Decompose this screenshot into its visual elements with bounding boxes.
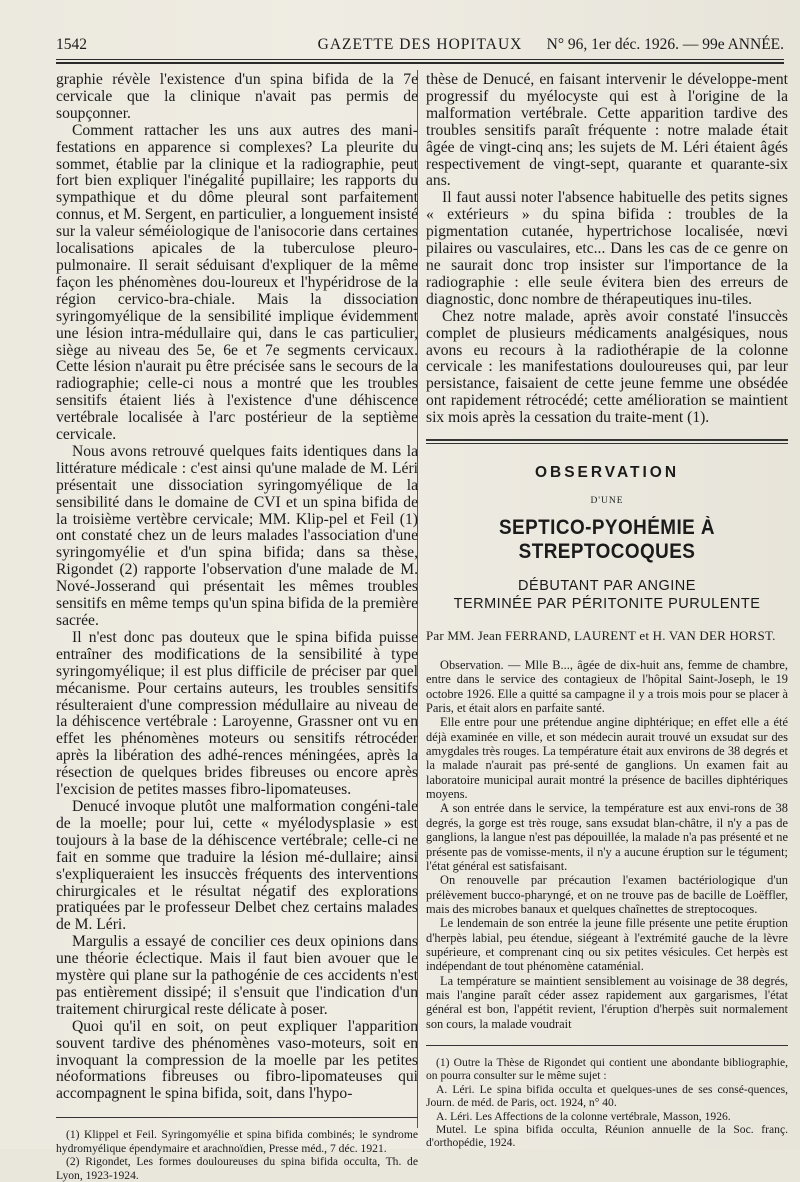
paragraph: Denucé invoque plutôt une malformation congéni-tale de la moelle; pour lui, cette « myélodysplasie » est toujours à la base de la déhiscence vertébrale; celle-ci ne fait en somme que traduire la lésion mé-dullaire; ainsi s'expliqueraient les insuccès fréquents des interventions chirurgicales et le résultat négatif des explorations pratiquées par le professeur Delbet chez certains malades de M. Léri. bbox=[56, 797, 418, 934]
paragraph: Quoi qu'il en soit, on peut expliquer l'apparition souvent tardive des phénomènes vaso-moteurs, soit en invoquant la compression de la moelle par les petites néoformations fibreuses ou fibro-lipomateuses qui accompagnent le spina bifida, soit, dans l'hypo- bbox=[56, 1017, 418, 1103]
paragraph: graphie révèle l'existence d'un spina bifida de la 7e cervicale que la clinique n'avait pas permis de soupçonner. bbox=[56, 71, 418, 122]
paragraph: A son entrée dans le service, la température est aux envi-rons de 38 degrés, la gorge est très rouge, sans exsudat blan-châtre, il n'y a pas de ganglions, la langue n'est pas dépouillée, la malade n'a pas présenté et ne présente pas de vomisse-ments, il n'y a aucune éruption sur le tégument; l'état général est satisfaisant. bbox=[426, 801, 788, 873]
paragraph: Observation. — Mlle B..., âgée de dix-huit ans, femme de chambre, entre dans le service des contagieux de l'hôpital Saint-Joseph, le 19 octobre 1926. Elle a quitté sa campagne il y a trois mois pour se placer à Paris, et était alors en parfaite santé. bbox=[426, 658, 788, 716]
header-rule-top bbox=[56, 59, 784, 60]
section-rule bbox=[426, 439, 788, 441]
observation-heading: OBSERVATION bbox=[534, 464, 680, 482]
header-rule-bottom bbox=[56, 62, 784, 64]
issue-info: N° 96, 1er déc. 1926. — 99e ANNÉE. bbox=[546, 36, 784, 53]
paragraph: Chez notre malade, après avoir constaté l'insuccès complet de plusieurs médicaments analgésiques, nous avons eu recours à la radiothérapie de la colonne cervicale : les manifestations douloureuses qui, par leur persistance, faisaient de cette jeune femme une obsédée ont rapidement rétrocédé; cette amélioration se maintient six mois après la cessation du traite-ment (1). bbox=[426, 307, 788, 427]
journal-title: GAZETTE DES HOPITAUX bbox=[317, 36, 523, 53]
paragraph: Margulis a essayé de concilier ces deux opinions dans une théorie éclectique. Mais il faut bien avouer que le mystère qui plane sur la pathogénie de ces accidents n'est pas entièrement dissipé; il s'ensuit que l'indication d'un traitement chirurgical reste délicate à poser. bbox=[56, 933, 418, 1018]
footnote: A. Léri. Le spina bifida occulta et quelques-unes de ses consé-quences, Journ. de méd. de Paris, oct. 1924, n° 40. bbox=[426, 1082, 788, 1110]
observation-dune: D'UNE bbox=[590, 496, 624, 507]
paragraph: Comment rattacher les uns aux autres des mani-festations en apparence si complexes? La pleurite du sommet, établie par la clinique et la radiographie, peut fort bien expliquer l'inégalité pupillaire; les rapports du sympathique et du dôme pleural sont parfaitement connus, et M. Sergent, en particulier, a longuement insisté sur la valeur séméiologique de l'anisocorie dans certaines localisations apicales de la tuberculose pleuro-pulmonaire. Il serait séduisant d'expliquer de la même façon les phénomènes dou-loureux et l'hypéridrose de la région cervico-bra-chiale. Mais la dissociation syringomyélique de la sensibilité implique évidemment une lésion intra-médullaire qui, dans le cas particulier, siège au niveau des 5e, 6e et 7e segments cervicaux. Cette lésion n'aurait pu être précisée sans le secours de la radiographie; celle-ci nous a montré que les troubles sensitifs étaient liés à l'existence d'une déhiscence vertébrale localisée à l'arc postérieur de la septième cervicale. bbox=[56, 121, 418, 444]
paragraph: Nous avons retrouvé quelques faits identiques dans la littérature médicale : c'est ainsi qu'une malade de M. Léri présentait une dissociation syringomyélique de la sensibilité dans le domaine de CVI et un spina bifida de la troisième vertèbre cervicale; MM. Klip-pel et Feil (1) ont constaté chez un de leurs malades l'association d'une syringomyélie et d'un spina bifida; dans sa thèse, Rigondet (2) rapporte l'observation d'une malade de M. Nové-Josserand qui présentait les mêmes troubles sensitifs en même temps qu'un spina bifida de la première sacrée. bbox=[56, 442, 418, 629]
paragraph: Il faut aussi noter l'absence habituelle des petits signes « extérieurs » du spina bifida : troubles de la pigmentation cutanée, hypertrichose localisée, nœvi pilaires ou vasculaires, etc... Dans les cas de ce genre on ne saurait donc trop insister sur l'importance de la radiographie : elle seule évitera bien des erreurs de diagnostic, donc nombre de thérapeutiques inu-tiles. bbox=[426, 189, 788, 308]
article-subtitle-2: TERMINÉE PAR PÉRITONITE PURULENTE bbox=[453, 596, 761, 613]
article-subtitle-1: DÉBUTANT PAR ANGINE bbox=[518, 578, 696, 595]
footnote: A. Léri. Les Affections de la colonne vertébrale, Masson, 1926. bbox=[436, 1109, 731, 1123]
observation-text bbox=[426, 658, 788, 1031]
article-authors: Par MM. Jean FERRAND, LAURENT et H. VAN DER HORST. bbox=[426, 628, 776, 644]
footnote: (1) Klippel et Feil. Syringomyélie et spina bifida combinés; le syndrome hydromyélique épendymaire et arachnoïdien, Presse méd., 7 déc. 1921. bbox=[56, 1128, 418, 1155]
footnote-rule bbox=[426, 1045, 788, 1046]
footnote: Mutel. Le spina bifida occulta, Réunion annuelle de la Soc. franç. d'orthopédie, 1924. bbox=[426, 1123, 788, 1150]
left-column-text bbox=[56, 72, 418, 1103]
right-column-text bbox=[426, 72, 788, 427]
paragraph: Il n'est donc pas douteux que le spina bifida puisse entraîner des modifications de la sensibilité à type syringomyélique; il est plus difficile de préciser par quel mécanisme. Pour certains auteurs, les troubles sensitifs résulteraient d'une compression médullaire au niveau de la déhiscence vertébrale : Laroyenne, Grassner ont vu en effet les phénomènes moteurs ou sensitifs rétrocéder après la libération des adhé-rences méningées, après la résection de quelques brides fibreuses ou encore après l'excision de petites masses fibro-lipomateuses. bbox=[56, 628, 418, 799]
footnote: (1) Outre la Thèse de Rigondet qui contient une abondante bibliographie, on pourra consulter sur le même sujet : bbox=[426, 1055, 788, 1083]
running-header bbox=[56, 34, 784, 56]
right-column bbox=[426, 72, 788, 1150]
right-footnotes bbox=[426, 1056, 788, 1150]
paragraph: On renouvelle par précaution l'examen bactériologique d'un prélèvement bucco-pharyngé, et on ne trouve pas de bacille de Loëffler, mais des microbes banaux et quelques chaînettes de streptocoques. bbox=[426, 873, 788, 916]
footnote-rule bbox=[56, 1117, 418, 1118]
paragraph: Le lendemain de son entrée la jeune fille présente une petite éruption d'herpès labial, peu étendue, siégeant à l'extrémité gauche de la lèvre supérieure, et comprenant cinq ou six petites vésicules. Cet herpès est indépendant de tout phénomène cataménial. bbox=[426, 916, 788, 974]
left-column bbox=[56, 72, 418, 1182]
left-footnotes bbox=[56, 1128, 418, 1182]
section-rule-thin bbox=[426, 443, 788, 444]
paragraph: La température se maintient sensiblement au voisinage de 38 degrés, mais l'angine paraît céder assez rapidement aux gargarismes, l'état général est bon, l'appétit revient, l'éruption d'herpès suit normalement son cours, la malade voudrait bbox=[426, 973, 788, 1031]
paragraph: Elle entre pour une prétendue angine diphtérique; en effet elle a été déjà examinée en ville, et son médecin aurait trouvé un exsudat sur des amygdales très rouges. La température était aux environs de 38 degrés et la malade n'aurait pas pré-senté de ganglions. Un examen fait au laboratoire municipal aurait montré la présence de bacilles diphtériques moyens. bbox=[426, 715, 788, 802]
footnote: (2) Rigondet, Les formes douloureuses du spina bifida occulta, Th. de Lyon, 1923-1924. bbox=[56, 1155, 418, 1182]
article-title: SEPTICO-PYOHÉMIE À STREPTOCOQUES bbox=[498, 516, 716, 564]
page-number: 1542 bbox=[56, 36, 87, 53]
paragraph: thèse de Denucé, en faisant intervenir le développe-ment progressif du myélocyste qui est à l'origine de la malformation vertébrale. Cette apparition tardive des troubles sensitifs paraît fréquente : notre malade était âgée de vingt-cinq ans; les sujets de M. Léri étaient âgés respectivement de vingt-sept, quarante et quarante-six ans. bbox=[426, 71, 788, 190]
